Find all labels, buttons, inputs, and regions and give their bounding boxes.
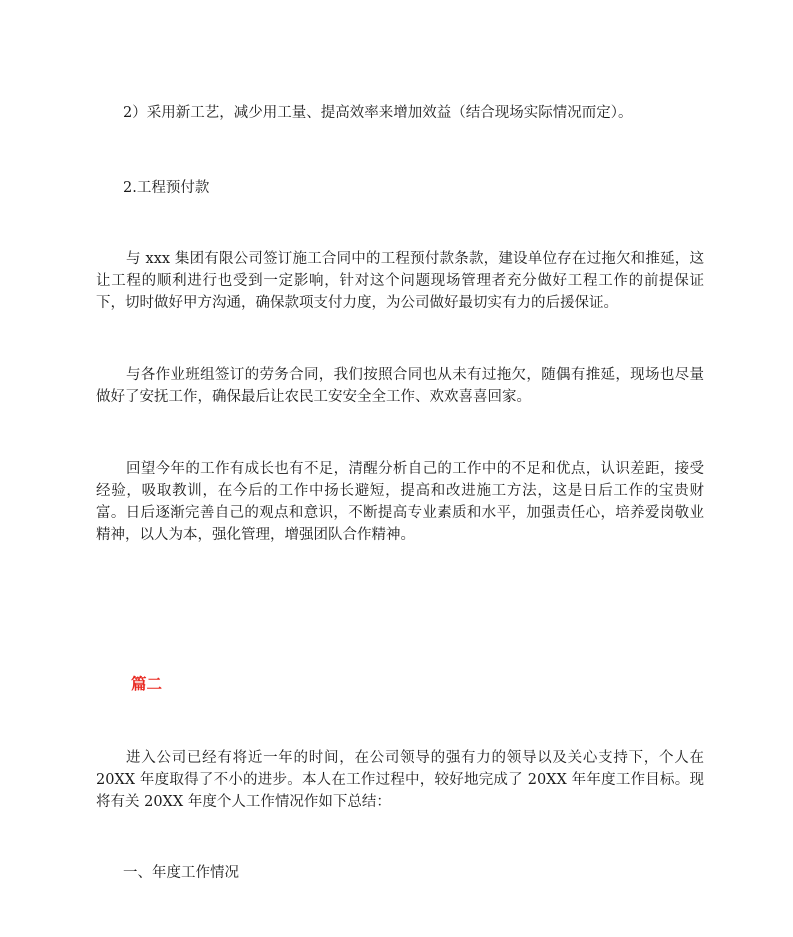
section-title-part2: 篇二 xyxy=(131,675,163,693)
method-item-2: 2）采用新工艺，减少用工量、提高效率来增加效益（结合现场实际情况而定）。 xyxy=(123,105,633,121)
paragraph-intro-part2: 进入公司已经有将近一年的时间，在公司领导的强有力的领导以及关心支持下，个人在 20XX 年度取得了不小的进步。本人在工作过程中，较好地完成了 20XX 年年度工作目标。现将有关 20XX 年度个人工作情况作如下总结： xyxy=(96,750,704,810)
subheading-annual-work: 一、年度工作情况 xyxy=(123,865,239,881)
paragraph-prepayment: 与 xxx 集团有限公司签订施工合同中的工程预付款条款，建设单位存在过拖欠和推延，这让工程的顺利进行也受到一定影响，针对这个问题现场管理者充分做好工程工作的前提保证下，切时做好甲方沟通，确保款项支付力度，为公司做好最切实有力的后援保证。 xyxy=(96,251,704,311)
paragraph-review: 回望今年的工作有成长也有不足，清醒分析自己的工作中的不足和优点，认识差距，接受经验，吸取教训，在今后的工作中扬长避短，提高和改进施工方法，这是日后工作的宝贵财富。日后逐渐完善自己的观点和意识，不断提高专业素质和水平，加强责任心，培养爱岗敬业精神，以人为本，强化管理，增强团队合作精神。 xyxy=(96,461,704,543)
subheading-prepayment: 2.工程预付款 xyxy=(123,180,210,196)
paragraph-labor-contract: 与各作业班组签订的劳务合同，我们按照合同也从未有过拖欠，随偶有推延，现场也尽量做好了安抚工作，确保最后让农民工安安全全工作、欢欢喜喜回家。 xyxy=(96,367,704,405)
